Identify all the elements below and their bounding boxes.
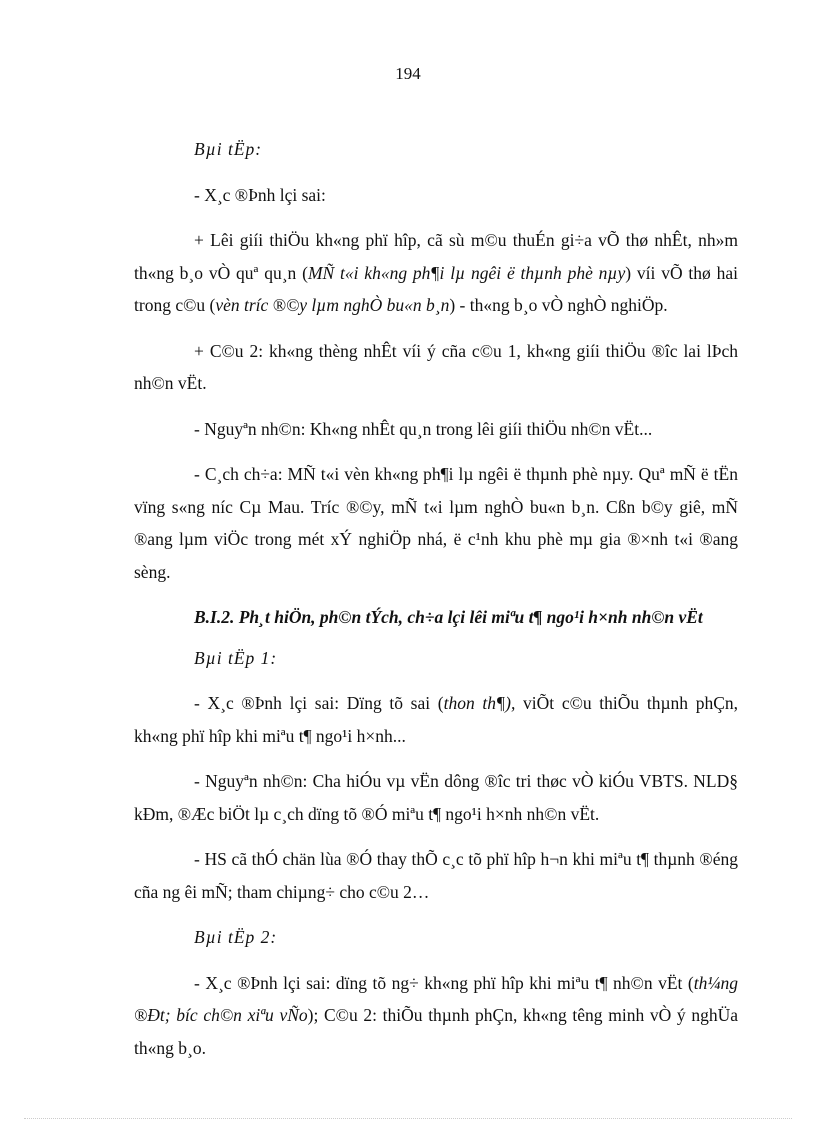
error-cause: - Nguyªn nh©n: Kh«ng nhÊt qu¸n trong lêi giíi thiÖu nh©n vËt... [194, 418, 653, 439]
error-cause: - Nguyªn nh©n: Cha hiÓu vµ vËn dông ®îc tri thøc vÒ kiÓu VBTS. NLD§ kÐm, ®Æc biÖt lµ c¸ch dïng tõ ®Ó miªu t¶ ngo¹i h×nh nh©n vËt. [134, 771, 738, 824]
text-run: - X¸c ®Þnh lçi sai: Dïng tõ sai ( [194, 693, 444, 713]
text-run: ) víi vÕ thø hai trong c©u ( [134, 262, 738, 315]
exercise-label: Bµi tËp 1: [194, 647, 278, 668]
quoted-phrase: th¼ng ®Ðt; bíc ch©n xiªu vÑo [134, 972, 738, 1025]
error-point-1 [134, 224, 738, 322]
text-run: ) - th«ng b¸o vÒ nghÒ nghiÖp. [449, 295, 668, 315]
page-bottom-rule [24, 1118, 792, 1119]
quoted-phrase: MÑ t«i kh«ng ph¶i lµ ngêi ë thµnh phè nµy [307, 262, 626, 283]
error-point-2: + C©u 2: kh«ng thèng nhÊt víi ý cña c©u 1, kh«ng giíi thiÖu ®îc lai lÞch nh©n vËt. [134, 340, 738, 393]
text-run: ); C©u 2: thiÕu thµnh phÇn, kh«ng têng minh vÒ ý nghÜa th«ng b¸o. [134, 1005, 738, 1058]
suggestion: - HS cã thÓ chän lùa ®Ó thay thÕ c¸c tõ phï hîp h¬n khi miªu t¶ thµnh ®éng cña ng êi mÑ; tham chiµng÷ cho c©u 2… [134, 849, 738, 902]
exercise-label: Bµi tËp: [194, 139, 263, 159]
exercise-label: Bµi tËp 2: [194, 927, 278, 947]
quoted-phrase: vèn tríc ®©y lµm nghÒ bu«n b¸n [215, 295, 450, 315]
identify-errors [134, 967, 738, 1065]
identify-errors [134, 687, 738, 752]
section-heading: B.I.2. Ph¸t hiÖn, ph©n tÝch, ch÷a lçi lêi miªu t¶ ngo¹i h×nh nh©n vËt [194, 607, 703, 627]
error-fix: - C¸ch ch÷a: MÑ t«i vèn kh«ng ph¶i lµ ngêi ë thµnh phè nµy. Quª mÑ ë tËn vïng s«ng níc Cµ Mau. Tríc ®©y, mÑ t«i lµm nghÒ bu«n b¸n. Cßn b©y giê, mÑ ®ang lµm viÖc trong mét xÝ nghiÖp nhá, ë c¹nh khu phè mµ gia ®×nh t«i ®ang sèng. [134, 464, 738, 582]
quoted-phrase: thon th¶), [443, 693, 516, 713]
identify-errors: - X¸c ®Þnh lçi sai: [194, 184, 326, 205]
text-run: viÕt c©u thiÕu thµnh phÇn, kh«ng phï hîp khi miªu t¶ ngo¹i h×nh... [134, 693, 738, 746]
page-body [134, 133, 738, 1077]
text-run: - X¸c ®Þnh lçi sai: dïng tõ ng÷ kh«ng phï hîp khi miªu t¶ nh©n vËt ( [194, 972, 694, 993]
page-number: 194 [395, 64, 421, 83]
text-run: + Lêi giíi thiÖu kh«ng phï hîp, cã sù m©u thuÉn gi÷a vÕ thø nhÊt, nh»m th«ng b¸o vÒ quª qu¸n ( [134, 230, 738, 283]
